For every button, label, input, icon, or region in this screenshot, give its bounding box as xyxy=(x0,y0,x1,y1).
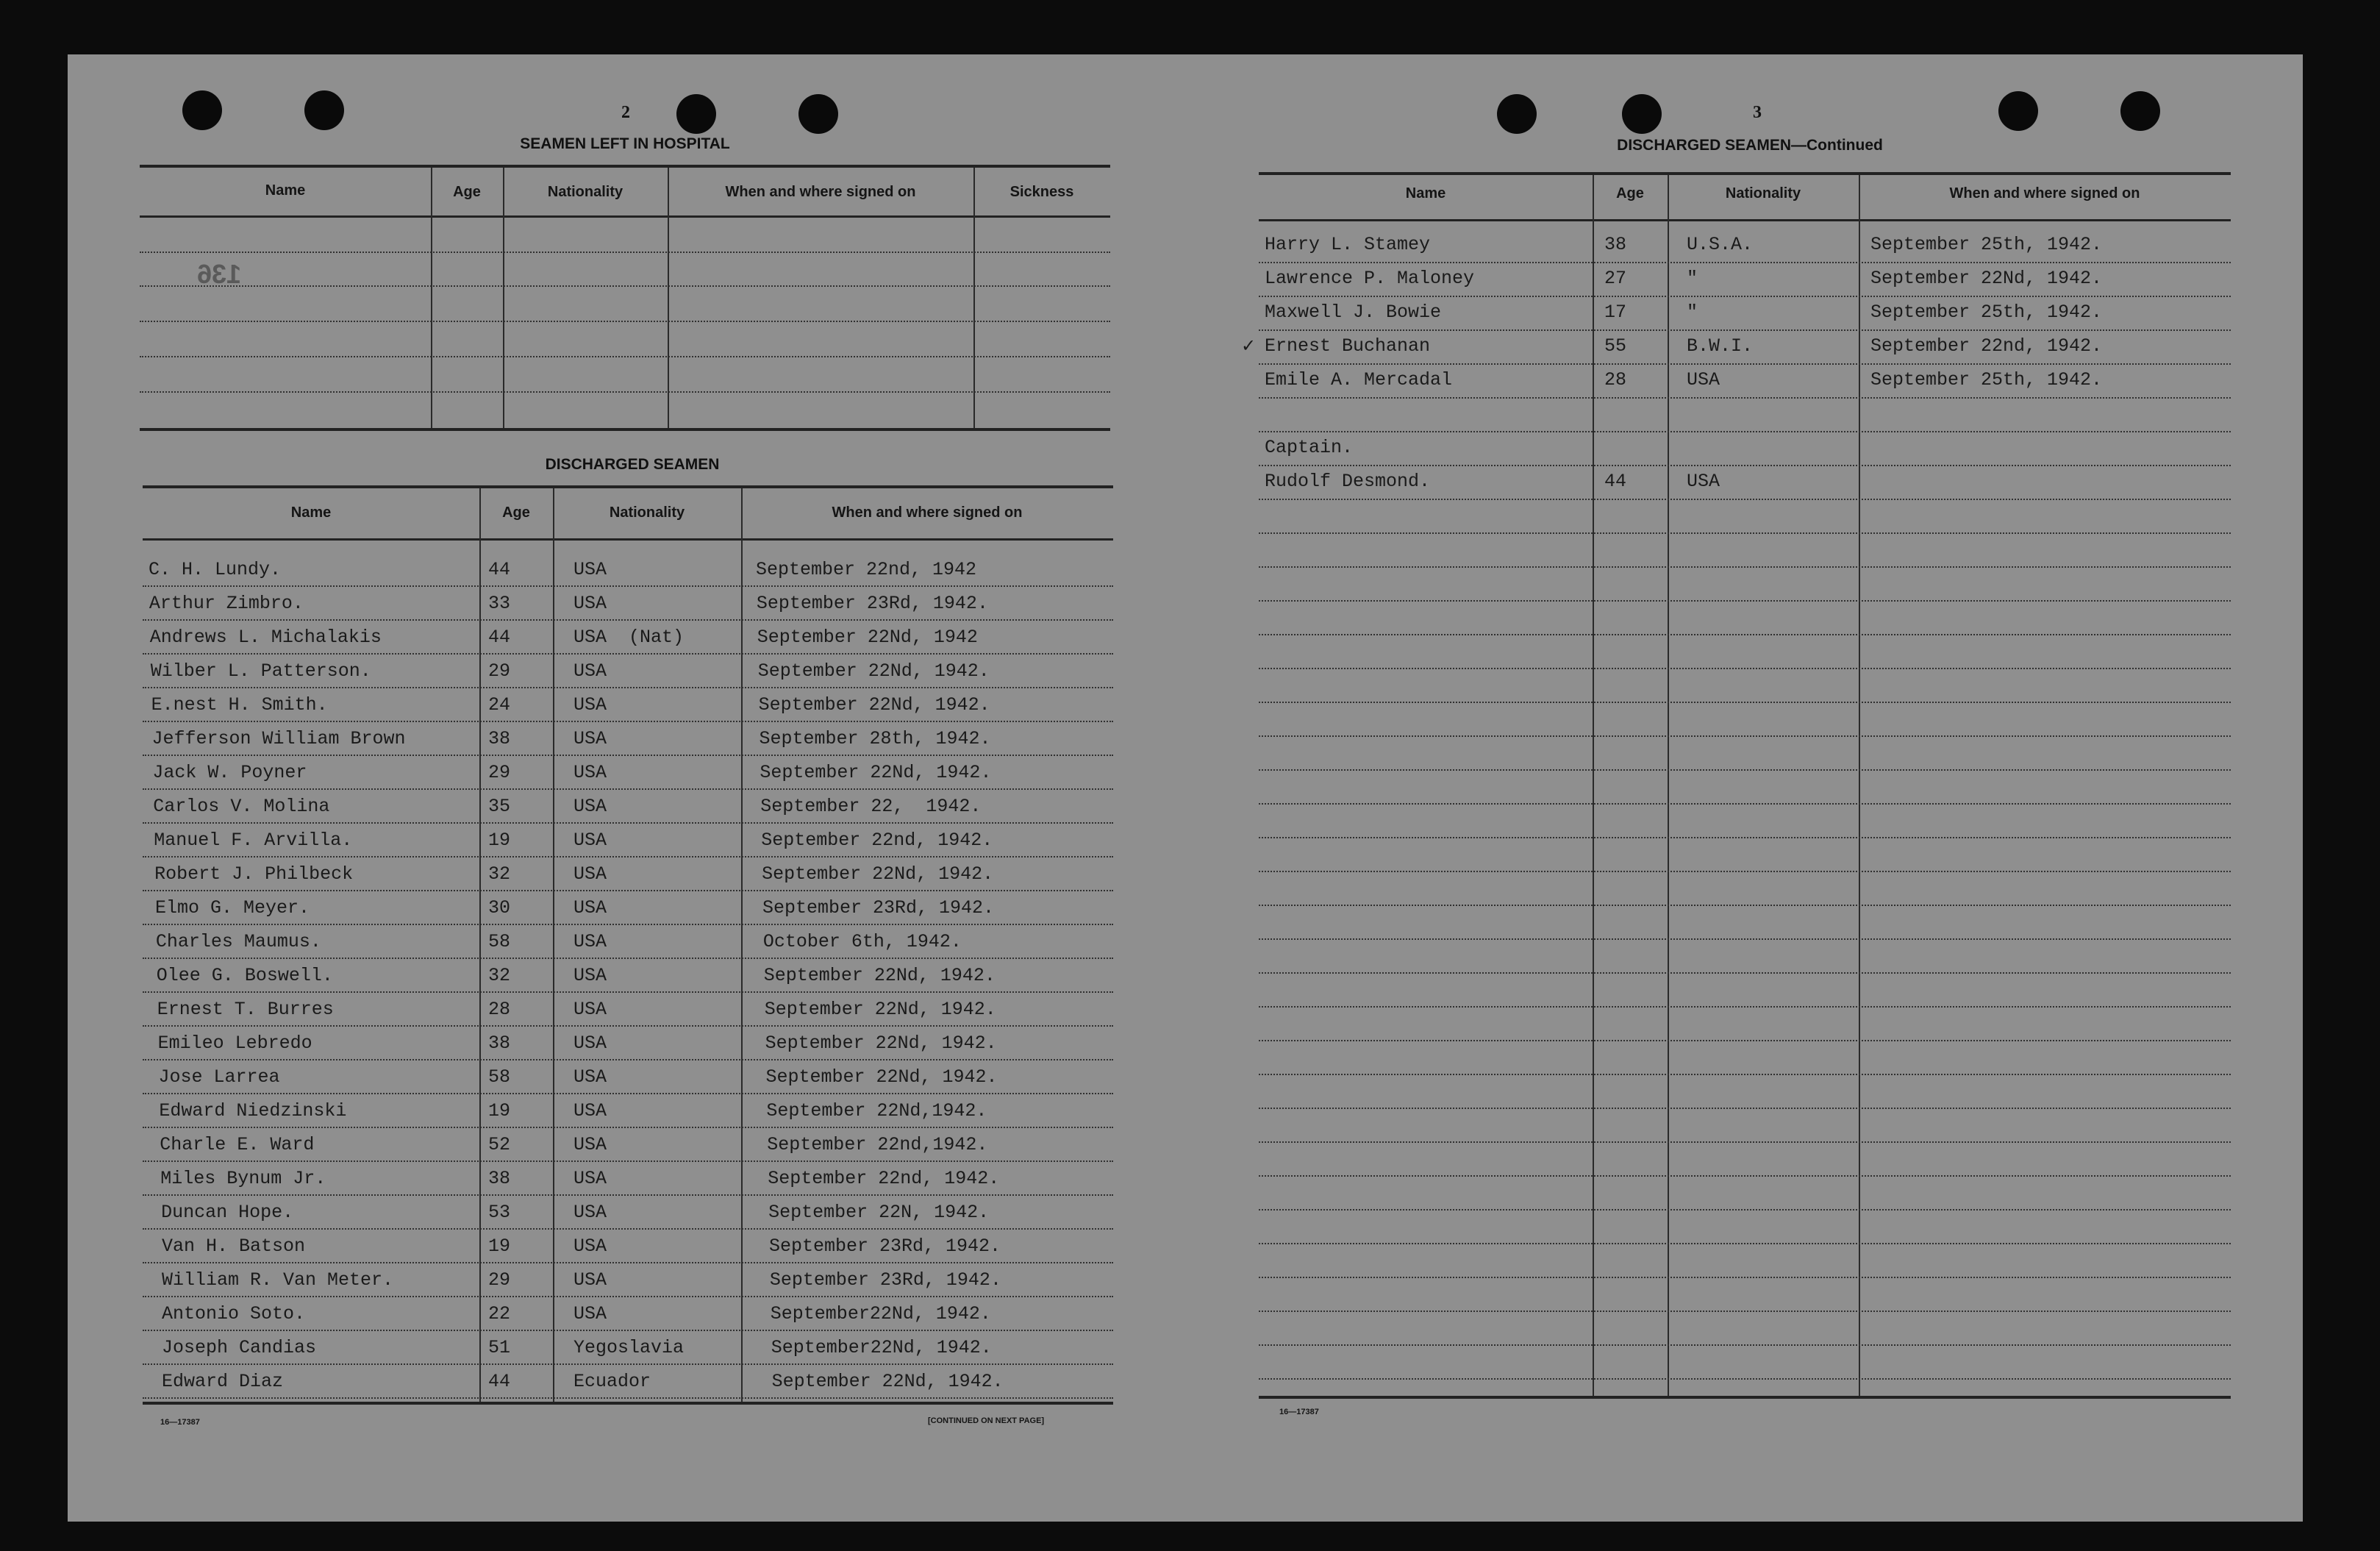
seaman-nationality: USA xyxy=(573,965,607,986)
seaman-age: 51 xyxy=(488,1337,511,1358)
row-line xyxy=(1259,1074,2231,1075)
seaman-nationality: " xyxy=(1687,302,1698,323)
punch-hole xyxy=(676,94,716,134)
row-line xyxy=(1259,871,2231,872)
seaman-signed-on: September 22nd, 1942. xyxy=(761,830,993,851)
page-number-right: 3 xyxy=(1753,103,1762,122)
hospital-header-sickness: Sickness xyxy=(1009,184,1074,200)
row-line xyxy=(1259,972,2231,974)
punch-hole xyxy=(304,90,344,130)
row-line xyxy=(1259,296,2231,297)
seaman-signed-on: September 22Nd, 1942. xyxy=(757,660,990,682)
seaman-name: Arthur Zimbro. xyxy=(149,593,304,614)
seaman-age: 44 xyxy=(1604,471,1627,492)
row-line xyxy=(1259,1344,2231,1346)
seaman-name: Carlos V. Molina xyxy=(153,796,330,817)
seaman-name: Robert J. Philbeck xyxy=(154,863,354,885)
seaman-signed-on: September 22Nd, 1942. xyxy=(765,1033,997,1054)
seaman-signed-on: September22Nd, 1942. xyxy=(770,1303,991,1324)
seaman-nationality: Yegoslavia xyxy=(573,1337,685,1358)
seaman-name: Edward Diaz xyxy=(162,1371,284,1392)
row-line xyxy=(1259,1108,2231,1109)
seaman-age: 29 xyxy=(488,762,511,783)
seaman-age: 58 xyxy=(488,931,511,952)
seaman-signed-on: September 22nd,1942. xyxy=(767,1134,988,1155)
seaman-nationality: USA xyxy=(573,559,607,580)
row-line xyxy=(143,991,1113,993)
row-line xyxy=(143,1228,1113,1230)
seaman-nationality: Ecuador xyxy=(573,1371,651,1392)
row-line xyxy=(143,1059,1113,1060)
seaman-name: Manuel F. Arvilla. xyxy=(154,830,353,851)
seaman-signed-on: October 6th, 1942. xyxy=(762,931,962,952)
row-line xyxy=(1259,769,2231,771)
discharged-header-nationality: Nationality xyxy=(609,504,685,521)
seaman-age: 29 xyxy=(488,1269,511,1291)
seaman-signed-on: September 22Nd, 1942. xyxy=(758,694,990,716)
row-line xyxy=(1259,600,2231,602)
seaman-name: Ernest Buchanan xyxy=(1265,335,1431,357)
seaman-name: Jack W. Poyner xyxy=(152,762,307,783)
seaman-age: 19 xyxy=(488,1100,511,1122)
row-line xyxy=(143,1397,1113,1399)
seaman-name: Captain. xyxy=(1265,437,1354,458)
seaman-name: Maxwell J. Bowie xyxy=(1265,302,1442,323)
continued-header-signed-on: When and where signed on xyxy=(1949,185,2140,202)
seaman-age: 44 xyxy=(488,627,511,648)
seaman-age: 27 xyxy=(1604,268,1627,289)
hospital-section-title: SEAMEN LEFT IN HOSPITAL xyxy=(520,135,730,152)
checkmark: ✓ xyxy=(1241,335,1257,356)
row-line xyxy=(1259,363,2231,365)
row-line xyxy=(143,721,1113,722)
seaman-nationality: USA xyxy=(573,830,607,851)
row-line xyxy=(143,1363,1113,1365)
seaman-name: Ernest T. Burres xyxy=(157,999,334,1020)
row-line xyxy=(143,1127,1113,1128)
hospital-header-nationality: Nationality xyxy=(547,184,623,200)
seaman-nationality: USA xyxy=(573,1202,607,1223)
seaman-signed-on: September 22, 1942. xyxy=(760,796,982,817)
seaman-age: 38 xyxy=(1604,234,1627,255)
punch-hole xyxy=(2120,91,2160,131)
seaman-signed-on: September22Nd, 1942. xyxy=(771,1337,992,1358)
punch-hole xyxy=(1497,94,1537,134)
seaman-name: Elmo G. Meyer. xyxy=(155,897,310,919)
seaman-age: 24 xyxy=(488,694,511,716)
row-line xyxy=(140,285,1110,287)
reversed-mark: 136 xyxy=(197,259,242,289)
seaman-nationality: USA xyxy=(573,1134,607,1155)
row-line xyxy=(1259,329,2231,331)
seaman-name: Rudolf Desmond. xyxy=(1265,471,1431,492)
row-line xyxy=(1259,1378,2231,1380)
continued-header-nationality: Nationality xyxy=(1725,185,1801,202)
seaman-name: C. H. Lundy. xyxy=(149,559,282,580)
row-line xyxy=(1259,905,2231,906)
seaman-signed-on: September 22Nd, 1942. xyxy=(764,999,996,1020)
discharged-header-signed-on: When and where signed on xyxy=(832,504,1023,521)
row-line xyxy=(140,391,1110,393)
row-line xyxy=(143,788,1113,790)
seaman-nationality: USA xyxy=(573,1100,607,1122)
row-line xyxy=(143,924,1113,925)
row-line xyxy=(143,958,1113,959)
row-line xyxy=(1259,465,2231,466)
row-line xyxy=(143,619,1113,621)
seaman-name: Wilber L. Patterson. xyxy=(150,660,371,682)
seaman-age: 19 xyxy=(488,830,511,851)
seaman-name: Miles Bynum Jr. xyxy=(160,1168,326,1189)
seaman-nationality: USA xyxy=(573,1066,607,1088)
seaman-signed-on: September 23Rd, 1942. xyxy=(762,897,995,919)
discharged-section-title: DISCHARGED SEAMEN xyxy=(545,456,720,473)
seaman-nationality: USA (Nat) xyxy=(573,627,685,648)
seaman-signed-on: September 22Nd, 1942 xyxy=(757,627,978,648)
seaman-name: Antonio Soto. xyxy=(162,1303,306,1324)
seaman-name: Joseph Candias xyxy=(162,1337,317,1358)
discharged-continued-title: DISCHARGED SEAMEN—Continued xyxy=(1617,137,1883,154)
seaman-signed-on: September 22Nd, 1942. xyxy=(762,863,994,885)
seaman-nationality: USA xyxy=(1687,369,1720,391)
discharged-header-age: Age xyxy=(502,504,530,521)
seaman-name: Emile A. Mercadal xyxy=(1265,369,1453,391)
seaman-signed-on: September 23Rd, 1942. xyxy=(769,1269,1001,1291)
seaman-age: 52 xyxy=(488,1134,511,1155)
row-line xyxy=(1259,1311,2231,1312)
row-line xyxy=(1259,1040,2231,1041)
seaman-signed-on: September 22Nd, 1942. xyxy=(760,762,992,783)
seaman-name: Lawrence P. Maloney xyxy=(1265,268,1475,289)
row-line xyxy=(1259,566,2231,568)
row-line xyxy=(143,1194,1113,1196)
seaman-signed-on: September 22nd, 1942 xyxy=(756,559,977,580)
punch-hole xyxy=(1622,94,1662,134)
seaman-nationality: USA xyxy=(573,728,607,749)
row-line xyxy=(1259,1277,2231,1278)
seaman-signed-on: September 22Nd, 1942. xyxy=(763,965,996,986)
seaman-name: Van H. Batson xyxy=(162,1236,306,1257)
seaman-age: 38 xyxy=(488,1033,511,1054)
seaman-age: 32 xyxy=(488,863,511,885)
continued-header-name: Name xyxy=(1405,185,1446,202)
seaman-age: 53 xyxy=(488,1202,511,1223)
row-line xyxy=(143,1025,1113,1027)
form-number-right: 16—17387 xyxy=(1279,1408,1319,1416)
seaman-name: Emileo Lebredo xyxy=(157,1033,312,1054)
seaman-name: Edward Niedzinski xyxy=(159,1100,347,1122)
seaman-age: 33 xyxy=(488,593,511,614)
seaman-nationality: U.S.A. xyxy=(1687,234,1754,255)
seaman-age: 58 xyxy=(488,1066,511,1088)
seaman-age: 44 xyxy=(488,559,511,580)
seaman-nationality: USA xyxy=(573,863,607,885)
seaman-nationality: USA xyxy=(573,660,607,682)
seaman-signed-on: September 22Nd,1942. xyxy=(766,1100,987,1122)
row-line xyxy=(143,755,1113,756)
seaman-nationality: " xyxy=(1687,268,1698,289)
row-line xyxy=(1259,1243,2231,1244)
seaman-age: 28 xyxy=(488,999,511,1020)
seaman-name: Andrews L. Michalakis xyxy=(149,627,382,648)
seaman-signed-on: September 22Nd, 1942. xyxy=(771,1371,1004,1392)
seaman-nationality: USA xyxy=(1687,471,1720,492)
row-line xyxy=(143,890,1113,891)
seaman-name: William R. Van Meter. xyxy=(162,1269,394,1291)
seaman-signed-on: September 25th, 1942. xyxy=(1870,234,2103,255)
hospital-header-name: Name xyxy=(265,182,306,199)
seaman-age: 32 xyxy=(488,965,511,986)
seaman-signed-on: September 23Rd, 1942. xyxy=(756,593,988,614)
page-number-left: 2 xyxy=(621,103,630,122)
row-line xyxy=(143,856,1113,857)
seaman-signed-on: September 22nd, 1942. xyxy=(1870,335,2103,357)
row-line xyxy=(1259,499,2231,500)
seaman-nationality: USA xyxy=(573,593,607,614)
seaman-signed-on: September 22N, 1942. xyxy=(768,1202,990,1223)
punch-hole xyxy=(1998,91,2038,131)
seaman-age: 55 xyxy=(1604,335,1627,357)
form-number-left: 16—17387 xyxy=(160,1418,200,1427)
seaman-age: 19 xyxy=(488,1236,511,1257)
seaman-name: Jefferson William Brown xyxy=(151,728,406,749)
row-line xyxy=(143,1262,1113,1263)
seaman-nationality: USA xyxy=(573,1269,607,1291)
row-line xyxy=(1259,1141,2231,1143)
seaman-signed-on: September 22Nd, 1942. xyxy=(765,1066,998,1088)
row-line xyxy=(143,687,1113,688)
seaman-age: 38 xyxy=(488,1168,511,1189)
row-line xyxy=(1259,837,2231,838)
row-line xyxy=(1259,735,2231,737)
seaman-age: 44 xyxy=(488,1371,511,1392)
seaman-signed-on: September 28th, 1942. xyxy=(759,728,991,749)
row-line xyxy=(1259,803,2231,805)
seaman-name: Jose Larrea xyxy=(158,1066,280,1088)
row-line xyxy=(1259,532,2231,534)
seaman-age: 30 xyxy=(488,897,511,919)
row-line xyxy=(143,653,1113,655)
seaman-signed-on: September 22Nd, 1942. xyxy=(1870,268,2103,289)
hospital-header-age: Age xyxy=(453,184,481,200)
row-line xyxy=(143,1160,1113,1162)
row-line xyxy=(1259,431,2231,432)
seaman-signed-on: September 22nd, 1942. xyxy=(768,1168,1000,1189)
continued-note: [CONTINUED ON NEXT PAGE] xyxy=(928,1416,1045,1425)
seaman-age: 22 xyxy=(488,1303,511,1324)
row-line xyxy=(1259,1006,2231,1008)
seaman-name: Charle E. Ward xyxy=(160,1134,315,1155)
row-line xyxy=(1259,1209,2231,1211)
row-line xyxy=(140,321,1110,322)
seaman-name: Charles Maumus. xyxy=(155,931,321,952)
row-line xyxy=(1259,668,2231,669)
seaman-nationality: USA xyxy=(573,999,607,1020)
row-line xyxy=(143,1093,1113,1094)
seaman-name: Olee G. Boswell. xyxy=(156,965,333,986)
row-line xyxy=(1259,634,2231,635)
row-line xyxy=(143,1330,1113,1331)
seaman-nationality: USA xyxy=(573,694,607,716)
row-line xyxy=(1259,702,2231,703)
hospital-header-signed-on: When and where signed on xyxy=(725,184,916,200)
seaman-nationality: USA xyxy=(573,1303,607,1324)
punch-hole xyxy=(798,94,838,134)
seaman-nationality: USA xyxy=(573,762,607,783)
seaman-age: 38 xyxy=(488,728,511,749)
seaman-name: Duncan Hope. xyxy=(161,1202,294,1223)
seaman-nationality: USA xyxy=(573,897,607,919)
seaman-signed-on: September 25th, 1942. xyxy=(1870,369,2103,391)
seaman-nationality: B.W.I. xyxy=(1687,335,1754,357)
punch-hole xyxy=(182,90,222,130)
seaman-name: E.nest H. Smith. xyxy=(151,694,328,716)
seaman-signed-on: September 25th, 1942. xyxy=(1870,302,2103,323)
seaman-age: 29 xyxy=(488,660,511,682)
seaman-nationality: USA xyxy=(573,1236,607,1257)
seaman-nationality: USA xyxy=(573,1168,607,1189)
row-line xyxy=(140,252,1110,253)
seaman-nationality: USA xyxy=(573,1033,607,1054)
seaman-age: 17 xyxy=(1604,302,1627,323)
row-line xyxy=(1259,938,2231,940)
row-line xyxy=(1259,1175,2231,1177)
discharged-header-name: Name xyxy=(290,504,332,521)
seaman-nationality: USA xyxy=(573,931,607,952)
seaman-signed-on: September 23Rd, 1942. xyxy=(769,1236,1001,1257)
seaman-age: 35 xyxy=(488,796,511,817)
row-line xyxy=(140,356,1110,357)
row-line xyxy=(143,585,1113,587)
seaman-age: 28 xyxy=(1604,369,1627,391)
continued-header-age: Age xyxy=(1616,185,1644,202)
row-line xyxy=(143,822,1113,824)
row-line xyxy=(1259,397,2231,399)
row-line xyxy=(143,1296,1113,1297)
row-line xyxy=(1259,262,2231,263)
seaman-name: Harry L. Stamey xyxy=(1265,234,1431,255)
seaman-nationality: USA xyxy=(573,796,607,817)
